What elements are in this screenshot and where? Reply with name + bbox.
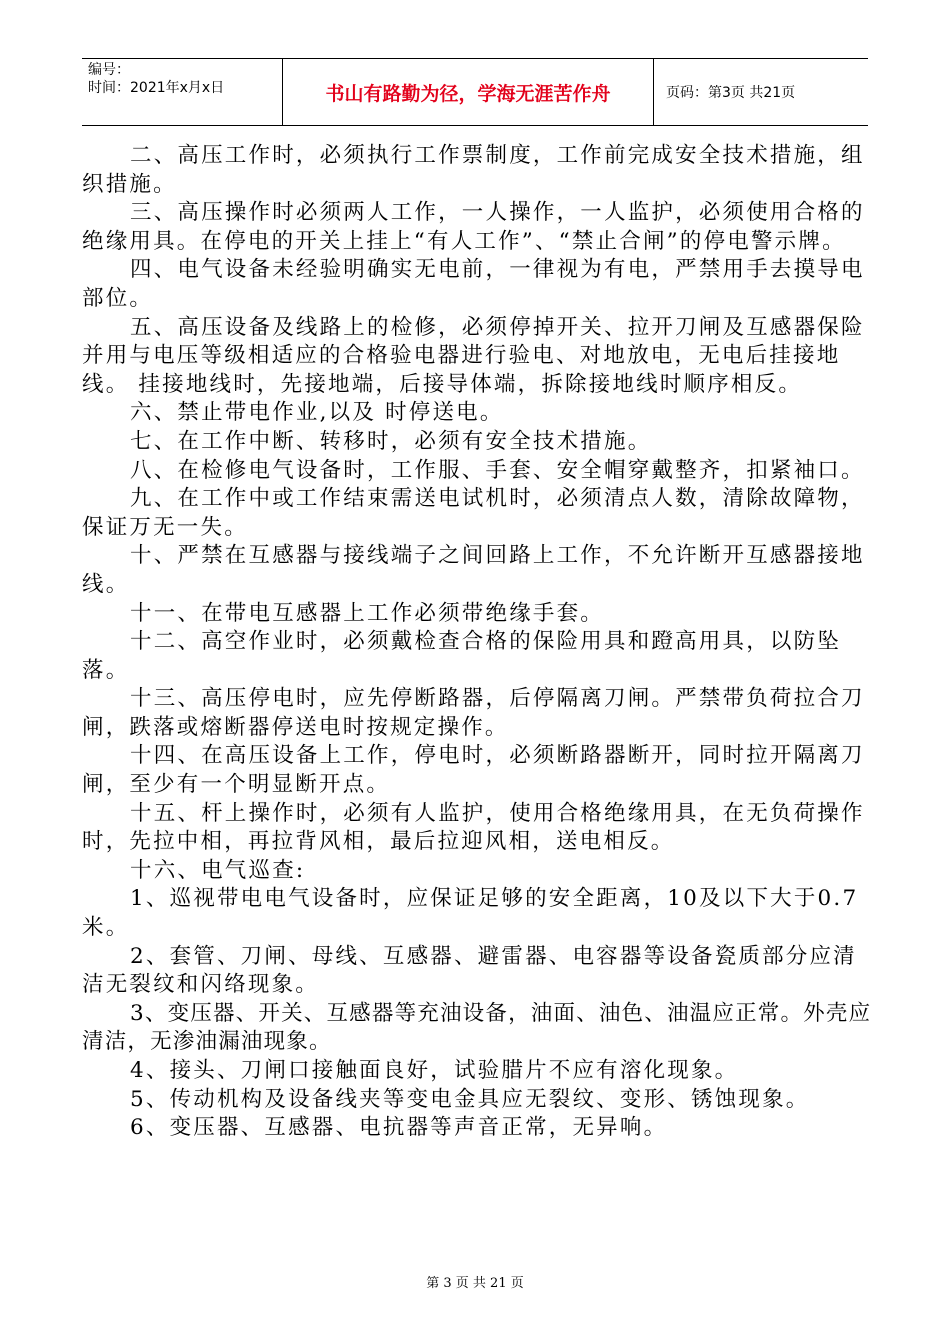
paragraph: 七、在工作中断、转移时，必须有安全技术措施。: [130, 428, 652, 454]
list-item: 5、传动机构及设备线夹等变电金具应无裂纹、变形、锈蚀现象。: [130, 1086, 810, 1112]
list-item: 4、接头、刀闸口接触面良好，试验腊片不应有溶化现象。: [130, 1058, 739, 1083]
document-body: [82, 142, 872, 1143]
paragraph: 六、禁止带电作业,以及 时停送电。: [130, 400, 504, 426]
header-meta: [82, 59, 282, 125]
paragraph: 十三、高压停电时，应先停断路器，后停隔离刀闸。严禁带负荷拉合刀闸，跌落或熔断器停送电时按规定操作。: [82, 686, 865, 740]
document-number-label: 编号：: [88, 62, 130, 78]
header-page-number: 页码：第3页 共21页: [666, 85, 796, 101]
list-item: 6、变压器、互感器、电抗器等声音正常，无异响。: [130, 1115, 668, 1141]
paragraph: 十二、高空作业时，必须戴检查合格的保险用具和蹬高用具，以防坠落。: [82, 629, 842, 683]
list-item: 2、套管、刀闸、母线、互感器、避雷器、电容器等设备瓷质部分应清洁无裂纹和闪络现象。: [82, 943, 857, 998]
header-slogan: 书山有路勤为径，学海无涯苦作舟: [282, 59, 654, 125]
paragraph: 十一、在带电互感器上工作必须带绝缘手套。: [130, 600, 605, 626]
document-date-label: 时间：2021年x月x日: [88, 80, 225, 96]
paragraph: 八、在检修电气设备时，工作服、手套、安全帽穿戴整齐，扣紧袖口。: [130, 457, 865, 483]
paragraph: 九、在工作中或工作结束需送电试机时，必须清点人数，清除故障物，保证万无一失。: [82, 486, 865, 540]
page-header: [82, 58, 868, 126]
paragraph: 三、高压操作时必须两人工作，一人操作，一人监护，必须使用合格的绝缘用具。在停电的开关上挂上“有人工作”、“禁止合闸”的停电警示牌。: [82, 200, 865, 254]
list-item: 3、变压器、开关、互感器等充油设备，油面、油色、油温应正常。外壳应清洁，无渗油漏油现象。: [82, 1000, 872, 1055]
paragraph: 十四、在高压设备上工作，停电时，必须断路器断开，同时拉开隔离刀闸，至少有一个明显断开点。: [82, 743, 865, 798]
paragraph: 十、严禁在互感器与接线端子之间回路上工作，不允许断开互感器接地线。: [82, 543, 865, 597]
paragraph: 十六、电气巡查:: [130, 857, 306, 883]
list-item: 1、巡视带电电气设备时，应保证足够的安全距离，10及以下大于0.7米。: [82, 886, 859, 941]
paragraph: 二、高压工作时，必须执行工作票制度，工作前完成安全技术措施，组织措施。: [82, 143, 865, 197]
paragraph: 十五、杆上操作时，必须有人监护，使用合格绝缘用具，在无负荷操作时，先拉中相，再拉背风相，最后拉迎风相，送电相反。: [82, 800, 865, 855]
paragraph: 四、电气设备未经验明确实无电前，一律视为有电，严禁用手去摸导电部位。: [82, 257, 865, 311]
paragraph: 五、高压设备及线路上的检修，必须停掉开关、拉开刀闸及互感器保险并用与电压等级相适应的合格验电器进行验电、对地放电，无电后挂接地线。 挂接地线时，先接地端，后接导体端，拆除接地线时顺序相反。: [82, 314, 865, 397]
page-footer: 第 3 页 共 21 页: [426, 1276, 524, 1291]
